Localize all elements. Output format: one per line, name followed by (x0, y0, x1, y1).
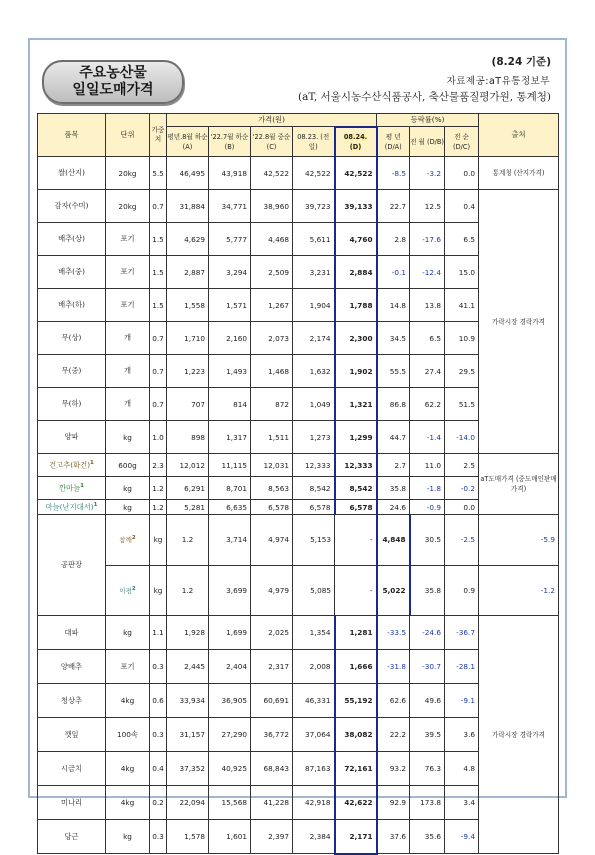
cell-price-prev-day: 46,331 (293, 684, 335, 718)
cell-rate-r3: 0.0 (445, 157, 479, 190)
cell-rate-r1: 37.6 (377, 820, 410, 854)
cell-item (38, 190, 106, 223)
cell-price-avg: 6,291 (167, 477, 209, 500)
cell-unit: kg (150, 565, 167, 616)
footnote-mark: 2 (131, 585, 136, 592)
cell-item (38, 355, 106, 388)
cell-source: aT도매가격 (중도매인판매가격) (479, 454, 559, 515)
cell-price-mid-month: 68,843 (251, 752, 293, 786)
header-rate-group: 등락률(%) (377, 114, 479, 127)
cell-unit: kg (106, 500, 150, 515)
item-name: 당근 (64, 831, 79, 841)
cell-item (38, 500, 106, 515)
header-p5-date: 08.24. (343, 132, 368, 141)
cell-unit: kg (150, 515, 167, 566)
cell-price-current: 1,666 (335, 650, 377, 684)
item-name: 무(상) (61, 333, 82, 342)
footnote-mark: 1 (90, 459, 94, 466)
cell-rate-r2: 76.3 (410, 752, 445, 786)
cell-rate-r2: -24.6 (410, 616, 445, 650)
item-name: 시금치 (60, 763, 83, 773)
cell-price-mid-month: 872 (251, 388, 293, 421)
cell-weight: 1.5 (150, 289, 167, 322)
cell-price-prev-day: 42,918 (293, 786, 335, 820)
cell-price-avg: 5,281 (167, 500, 209, 515)
cell-rate-r3: 3.4 (445, 786, 479, 820)
cell-rate-r1: 35.8 (410, 565, 445, 616)
cell-source: 가락시장 경락가격 (479, 190, 559, 454)
header-p3: '22.8월 중순(C) (251, 127, 293, 157)
cell-rate-r1: 2.7 (377, 454, 410, 477)
cell-price-current: 42,522 (335, 157, 377, 190)
cell-unit: kg (106, 421, 150, 454)
cell-price-prev-month: 4,974 (251, 515, 293, 566)
cell-price-mid-month: 2,317 (251, 650, 293, 684)
cell-price-prev-day: 1,273 (293, 421, 335, 454)
cell-weight: 1.1 (150, 616, 167, 650)
cell-price-mid-month: 8,563 (251, 477, 293, 500)
table-body (38, 157, 559, 854)
cell-price-prev-month: 1,493 (209, 355, 251, 388)
cell-price-current: 4,760 (335, 223, 377, 256)
item-name: 배추(중) (58, 267, 85, 276)
cell-price-mid-month: 41,228 (251, 786, 293, 820)
cell-price-prev-month: 6,635 (209, 500, 251, 515)
header-p5 (335, 127, 377, 157)
cell-unit: 포기 (106, 256, 150, 289)
cell-price-mid-month: 38,960 (251, 190, 293, 223)
cell-item (38, 289, 106, 322)
cell-rate-r2: 39.5 (410, 718, 445, 752)
cell-price-current: 72,161 (335, 752, 377, 786)
table-row (38, 157, 559, 190)
cell-rate-r3: -28.1 (445, 650, 479, 684)
cell-rate-r3: -0.2 (445, 477, 479, 500)
cell-rate-r3: -9.4 (445, 820, 479, 854)
cell-price-avg: 1,223 (167, 355, 209, 388)
item-name: 쌀(산지) (58, 168, 85, 177)
cell-price-avg: 898 (167, 421, 209, 454)
cell-rate-r1: 22.7 (377, 190, 410, 223)
cell-price-mid-month: 4,468 (251, 223, 293, 256)
cell-price-mid-month: 60,691 (251, 684, 293, 718)
cell-price-current: 8,542 (335, 477, 377, 500)
cell-price-avg: 37,352 (167, 752, 209, 786)
item-name: 미나리 (60, 797, 83, 807)
cell-rate-r2: 0.9 (445, 565, 479, 616)
cell-price-avg: 31,884 (167, 190, 209, 223)
cell-rate-r3: 29.5 (445, 355, 479, 388)
cell-rate-r3: 0.4 (445, 190, 479, 223)
item-name: 깻잎 (64, 729, 79, 739)
header-item: 품목 (38, 114, 106, 157)
cell-price-mid-month: 2,025 (251, 616, 293, 650)
cell-rate-r1: 92.9 (377, 786, 410, 820)
cell-price-avg: 1,710 (167, 322, 209, 355)
cell-item (38, 421, 106, 454)
cell-rate-r2: 27.4 (410, 355, 445, 388)
cell-price-prev-month: 2,160 (209, 322, 251, 355)
cell-price-prev-month: 8,701 (209, 477, 251, 500)
cell-rate-r1: -0.1 (377, 256, 410, 289)
cell-unit: 4kg (106, 752, 150, 786)
cell-price-prev-day: 6,578 (293, 500, 335, 515)
source-agencies: (aT, 서울시농수산식품공사, 축산물품질평가원, 통계청) (298, 91, 551, 103)
cell-rate-r2: 6.5 (410, 322, 445, 355)
cell-weight: 0.3 (150, 718, 167, 752)
cell-price-prev-day: 87,163 (293, 752, 335, 786)
cell-price-current: 55,192 (335, 684, 377, 718)
cell-price-avg: 31,157 (167, 718, 209, 752)
cell-source: 통계청 (산지가격) (479, 157, 559, 190)
cell-price-current: 6,578 (335, 500, 377, 515)
cell-price-avg: 3,699 (209, 565, 251, 616)
cell-rate-r2: 49.6 (410, 684, 445, 718)
source-provider: 자료제공:aT유통정보부 (446, 76, 550, 87)
cell-unit: kg (106, 820, 150, 854)
cell-price-prev-day: 1,049 (293, 388, 335, 421)
cell-price-prev-day: 5,611 (293, 223, 335, 256)
cell-rate-r3: 6.5 (445, 223, 479, 256)
cell-price-prev-day: 2,174 (293, 322, 335, 355)
cell-item (38, 454, 106, 477)
cell-weight: 0.7 (150, 388, 167, 421)
date-reference: (8.24 기준) (491, 56, 551, 68)
item-name: 무(하) (61, 399, 82, 408)
title-line-1: 주요농산물 (79, 65, 147, 81)
cell-rate-r3: 51.5 (445, 388, 479, 421)
cell-unit: 개 (106, 388, 150, 421)
table-row (38, 190, 559, 223)
table-row (38, 565, 559, 616)
cell-item (38, 786, 106, 820)
cell-item (38, 322, 106, 355)
cell-item (38, 157, 106, 190)
cell-price-prev-month: 34,771 (209, 190, 251, 223)
item-name: 양배추 (60, 661, 83, 671)
cell-rate-r3: -14.0 (445, 421, 479, 454)
cell-price-current: 39,133 (335, 190, 377, 223)
cell-rate-r1: 35.8 (377, 477, 410, 500)
item-name: 양파 (64, 432, 79, 441)
cell-rate-r3: 0.0 (445, 500, 479, 515)
cell-weight: 0.7 (150, 190, 167, 223)
cell-item (38, 256, 106, 289)
cell-weight: 0.3 (150, 650, 167, 684)
cell-rate-r1: 93.2 (377, 752, 410, 786)
cell-price-avg: 4,629 (167, 223, 209, 256)
cell-rate-r1: 62.6 (377, 684, 410, 718)
cell-rate-r2: 12.5 (410, 190, 445, 223)
title-line-2: 일일도매가격 (72, 82, 154, 98)
cell-price-prev-month: 1,317 (209, 421, 251, 454)
cell-rate-r2: 35.6 (410, 820, 445, 854)
cell-unit: kg (106, 616, 150, 650)
cell-weight: 5.5 (150, 157, 167, 190)
cell-weight: 0.3 (150, 820, 167, 854)
cell-price-avg: 46,495 (167, 157, 209, 190)
cell-item (38, 684, 106, 718)
cell-item (106, 565, 150, 616)
cell-price-prev-month: 27,290 (209, 718, 251, 752)
cell-rate-r2: -0.9 (410, 500, 445, 515)
header-r1: 평 년 (D/A) (377, 127, 410, 157)
cell-price-prev-month: 43,918 (209, 157, 251, 190)
item-name: 배추(하) (58, 300, 85, 309)
cell-rate-r3: -1.2 (479, 565, 559, 616)
header-p1: 평년.8월 하순(A) (167, 127, 209, 157)
cell-unit: 20kg (106, 157, 150, 190)
cell-price-current: 1,299 (335, 421, 377, 454)
cell-price-current: 2,300 (335, 322, 377, 355)
cell-weight: 0.6 (150, 684, 167, 718)
item-name: 배추(상) (58, 234, 85, 243)
cell-price-prev-month: 15,568 (209, 786, 251, 820)
cell-price-avg: 12,012 (167, 454, 209, 477)
price-table (37, 113, 559, 855)
cell-price-current: 12,333 (335, 454, 377, 477)
cell-rate-r1: 14.8 (377, 289, 410, 322)
cell-rate-r3: 15.0 (445, 256, 479, 289)
cell-price-prev-month: 11,115 (209, 454, 251, 477)
cell-weight: 1.2 (150, 500, 167, 515)
cell-weight: 1.0 (150, 421, 167, 454)
cell-item (38, 820, 106, 854)
cell-price-prev-month: 3,294 (209, 256, 251, 289)
cell-price-prev-day: 37,064 (293, 718, 335, 752)
cell-rate-r1: 2.8 (377, 223, 410, 256)
cell-item (38, 616, 106, 650)
cell-price-avg: 3,714 (209, 515, 251, 566)
cell-rate-r1: 30.5 (410, 515, 445, 566)
cell-rate-r3: -36.7 (445, 616, 479, 650)
cell-price-prev-month: 1,571 (209, 289, 251, 322)
cell-price-mid-month: 2,397 (251, 820, 293, 854)
cell-rate-r2: 11.0 (410, 454, 445, 477)
cell-price-mid-month: 1,267 (251, 289, 293, 322)
cell-price-current: 4,848 (377, 515, 410, 566)
cell-price-prev-day: 12,333 (293, 454, 335, 477)
cell-rate-r1: -33.5 (377, 616, 410, 650)
cell-item (38, 752, 106, 786)
cell-unit: 4kg (106, 684, 150, 718)
cell-weight: 1.2 (167, 565, 209, 616)
cell-rate-r1: 34.5 (377, 322, 410, 355)
header-weight: 가중치 (150, 114, 167, 157)
table-row (38, 454, 559, 477)
cell-price-avg: 2,445 (167, 650, 209, 684)
cell-rate-r2: 13.8 (410, 289, 445, 322)
header-source: 출처 (479, 114, 559, 157)
footnote-mark: 2 (131, 535, 136, 542)
cell-unit: 개 (106, 355, 150, 388)
cell-unit: 포기 (106, 223, 150, 256)
header-r2: 전 월 (D/B) (410, 127, 445, 157)
cell-price-prev-day: - (335, 565, 377, 616)
cell-source: 가락시장 경락가격 (479, 616, 559, 854)
cell-rate-r2: -12.4 (410, 256, 445, 289)
cell-rate-r3: 2.5 (445, 454, 479, 477)
item-name: 깐마늘 (59, 483, 81, 493)
header-p4: 08.23. (전일) (293, 127, 335, 157)
cell-price-current: 1,902 (335, 355, 377, 388)
cell-price-prev-day: 2,384 (293, 820, 335, 854)
cell-weight: 1.5 (150, 223, 167, 256)
cell-rate-r3: 10.9 (445, 322, 479, 355)
cell-unit: 포기 (106, 650, 150, 684)
cell-rate-r3: -9.1 (445, 684, 479, 718)
cell-price-current: 42,622 (335, 786, 377, 820)
cell-item (38, 388, 106, 421)
cell-rate-r3: 3.6 (445, 718, 479, 752)
cell-weight: 1.2 (150, 477, 167, 500)
cell-rate-r2: -1.8 (410, 477, 445, 500)
cell-price-current: 1,788 (335, 289, 377, 322)
table-row (38, 515, 559, 566)
cell-unit: 600g (106, 454, 150, 477)
cell-price-prev-day: 3,231 (293, 256, 335, 289)
cell-price-avg: 1,578 (167, 820, 209, 854)
cell-unit: 100속 (106, 718, 150, 752)
cell-price-avg: 707 (167, 388, 209, 421)
item-name: 감자(수미) (54, 201, 89, 210)
cell-rate-r1: 55.5 (377, 355, 410, 388)
cell-price-prev-month: 1,601 (209, 820, 251, 854)
item-name: 이평 (119, 586, 132, 595)
group-label-gonpan: 공판장 (38, 515, 106, 616)
cell-price-prev-day: 39,723 (293, 190, 335, 223)
cell-weight: 0.2 (150, 786, 167, 820)
cell-price-mid-month: 5,153 (293, 515, 335, 566)
table-row (38, 616, 559, 650)
cell-price-mid-month: 5,085 (293, 565, 335, 616)
item-name: 건고추(화건) (49, 460, 91, 470)
cell-rate-r2: -17.6 (410, 223, 445, 256)
header-p5-label: (D) (349, 142, 362, 151)
cell-rate-r1: -8.5 (377, 157, 410, 190)
cell-unit: kg (106, 477, 150, 500)
cell-price-prev-day: 1,904 (293, 289, 335, 322)
cell-rate-r3: -5.9 (479, 515, 559, 566)
cell-price-prev-day: 2,008 (293, 650, 335, 684)
cell-unit: 20kg (106, 190, 150, 223)
cell-weight: 2.3 (150, 454, 167, 477)
cell-price-avg: 2,887 (167, 256, 209, 289)
cell-price-prev-month: 1,699 (209, 616, 251, 650)
item-name: 대파 (64, 627, 79, 637)
item-name: 마늘(난지대서) (45, 502, 94, 512)
cell-unit: 포기 (106, 289, 150, 322)
cell-price-mid-month: 6,578 (251, 500, 293, 515)
cell-item (106, 515, 150, 566)
cell-price-current: 1,281 (335, 616, 377, 650)
cell-price-prev-month: 5,777 (209, 223, 251, 256)
cell-price-mid-month: 2,509 (251, 256, 293, 289)
header-price-group: 가격(원) (167, 114, 377, 127)
cell-price-mid-month: 36,772 (251, 718, 293, 752)
cell-rate-r2: -2.5 (445, 515, 479, 566)
cell-rate-r2: -30.7 (410, 650, 445, 684)
cell-price-mid-month: 1,511 (251, 421, 293, 454)
cell-rate-r2: 173.8 (410, 786, 445, 820)
cell-price-prev-month: 814 (209, 388, 251, 421)
item-name: 청상추 (60, 695, 83, 705)
cell-rate-r1: 86.8 (377, 388, 410, 421)
cell-weight: 1.2 (167, 515, 209, 566)
item-name: 무(중) (61, 366, 82, 375)
item-name: 참깨 (119, 536, 132, 545)
cell-price-current: 2,171 (335, 820, 377, 854)
cell-rate-r1: 22.2 (377, 718, 410, 752)
cell-price-prev-month: 2,404 (209, 650, 251, 684)
cell-price-avg: 1,928 (167, 616, 209, 650)
footnote-mark: 1 (80, 482, 84, 489)
cell-price-prev-day: 1,354 (293, 616, 335, 650)
cell-price-mid-month: 42,522 (251, 157, 293, 190)
cell-price-prev-month: 4,979 (251, 565, 293, 616)
cell-rate-r2: -1.4 (410, 421, 445, 454)
cell-rate-r3: 4.8 (445, 752, 479, 786)
footnote-mark: 1 (93, 501, 98, 508)
cell-unit: 개 (106, 322, 150, 355)
cell-weight: 0.7 (150, 355, 167, 388)
cell-price-prev-day: 1,632 (293, 355, 335, 388)
cell-weight: 0.4 (150, 752, 167, 786)
cell-rate-r3: 41.1 (445, 289, 479, 322)
cell-price-current: 38,082 (335, 718, 377, 752)
cell-item (38, 718, 106, 752)
header-p2: '22.7월 하순(B) (209, 127, 251, 157)
cell-price-prev-month: 36,905 (209, 684, 251, 718)
cell-price-prev-day: 8,542 (293, 477, 335, 500)
cell-price-mid-month: 1,468 (251, 355, 293, 388)
cell-price-mid-month: 2,073 (251, 322, 293, 355)
cell-price-prev-day: 42,522 (293, 157, 335, 190)
cell-item (38, 477, 106, 500)
title-badge (42, 60, 184, 104)
cell-price-current: 5,022 (377, 565, 410, 616)
cell-price-prev-month: 40,925 (209, 752, 251, 786)
cell-rate-r2: -3.2 (410, 157, 445, 190)
cell-price-mid-month: 12,031 (251, 454, 293, 477)
cell-price-current: 2,884 (335, 256, 377, 289)
cell-weight: 1.5 (150, 256, 167, 289)
cell-price-prev-day: - (335, 515, 377, 566)
cell-item (38, 223, 106, 256)
cell-item (38, 650, 106, 684)
cell-price-avg: 33,934 (167, 684, 209, 718)
cell-rate-r2: 62.2 (410, 388, 445, 421)
cell-price-avg: 22,094 (167, 786, 209, 820)
cell-price-avg: 1,558 (167, 289, 209, 322)
cell-rate-r1: 24.6 (377, 500, 410, 515)
header-unit: 단위 (106, 114, 150, 157)
cell-weight: 0.7 (150, 322, 167, 355)
cell-rate-r1: 44.7 (377, 421, 410, 454)
cell-price-current: 1,321 (335, 388, 377, 421)
header-r3: 전 순 (D/C) (445, 127, 479, 157)
cell-unit: 4kg (106, 786, 150, 820)
cell-rate-r1: -31.8 (377, 650, 410, 684)
